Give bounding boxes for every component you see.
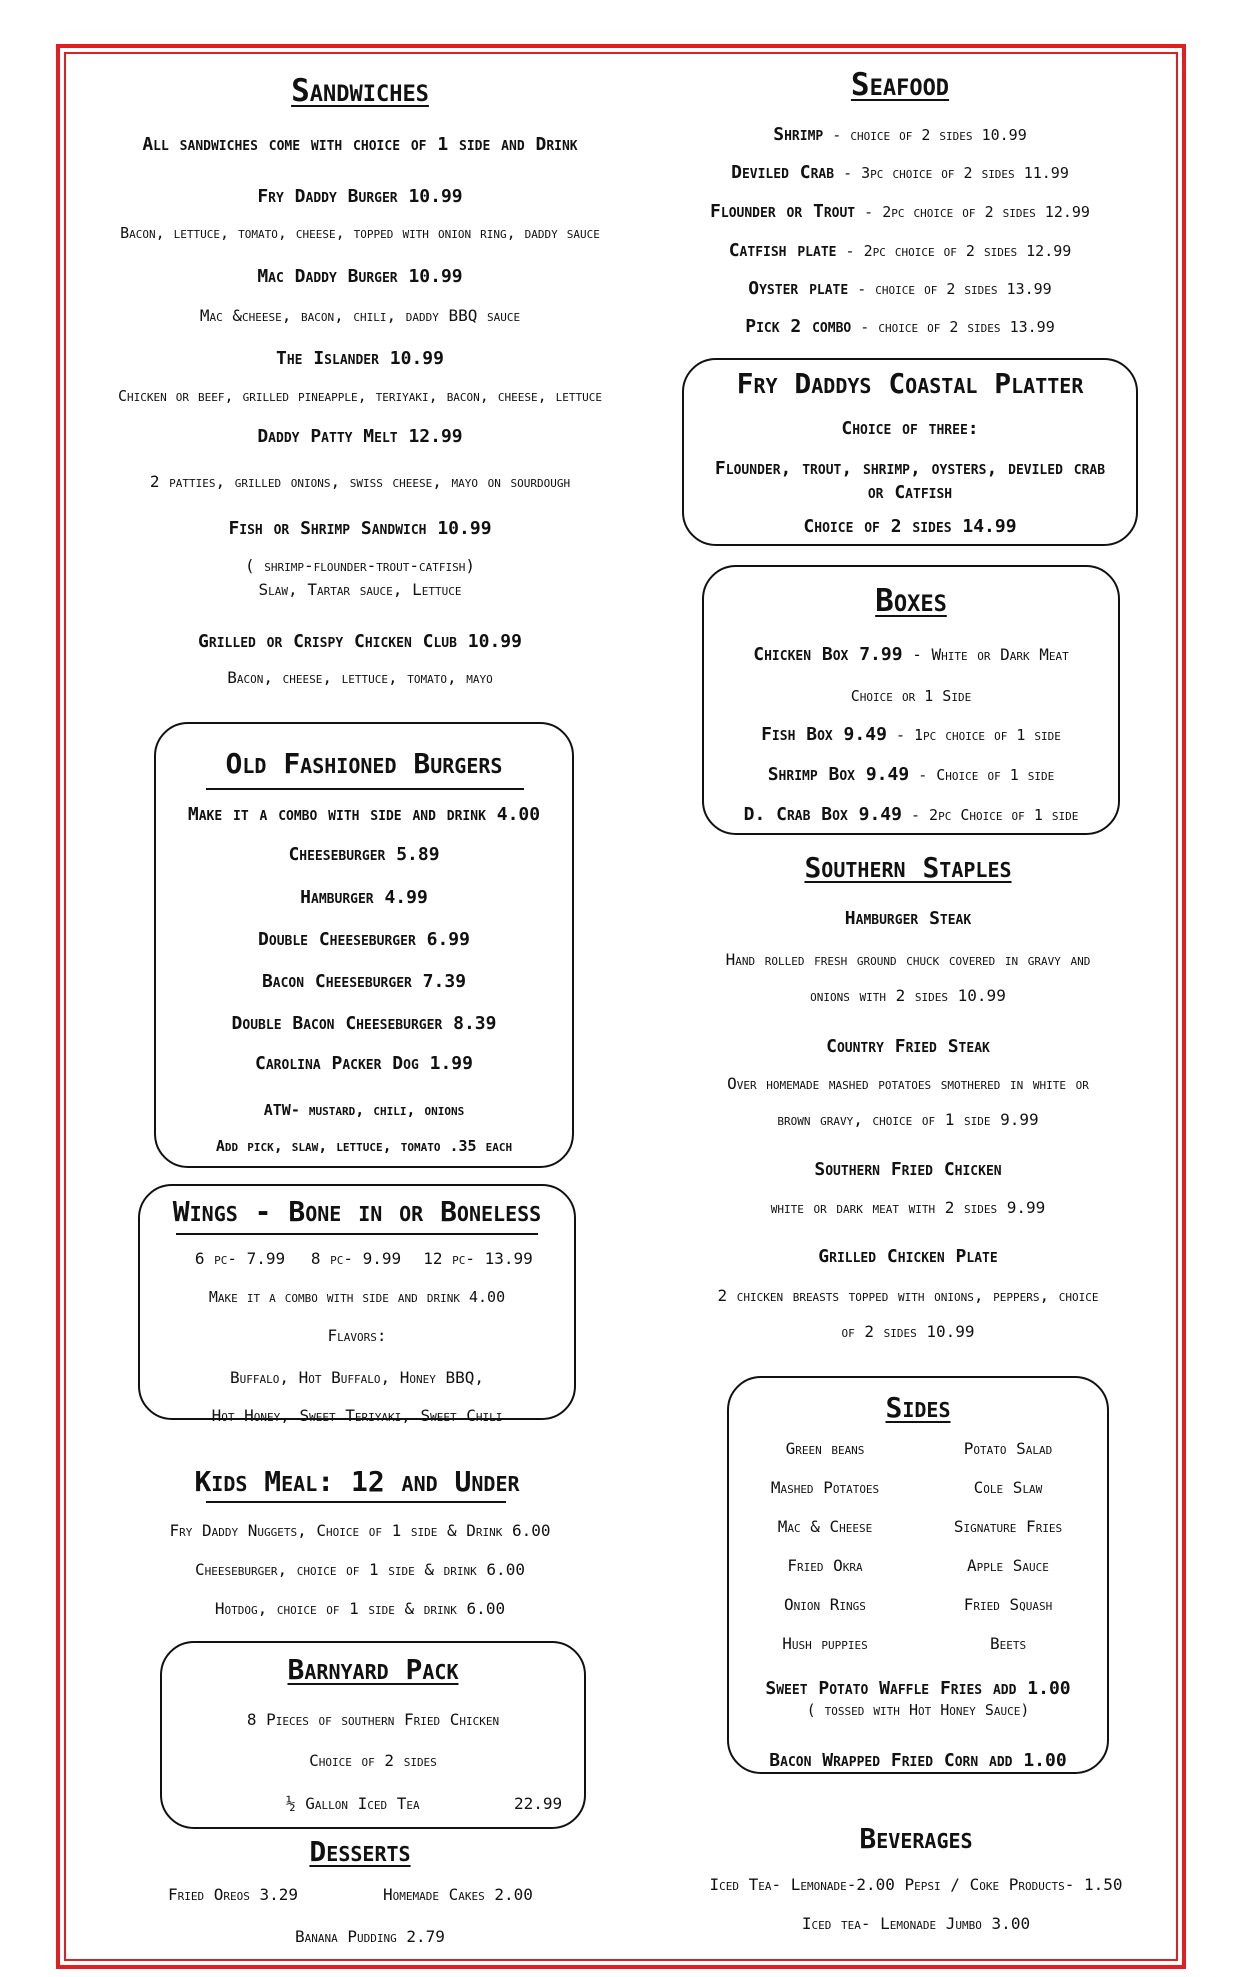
burgers-title-underline [206,788,524,790]
kids-title-underline [206,1501,506,1503]
box-item-detail: Choice or 1 Side [850,687,972,705]
barnyard-title: Barnyard Pack [287,1653,459,1686]
wings-size: 12 pc- 13.99 [423,1249,533,1268]
beverage-line: Iced Tea- Lemonade-2.00 Pepsi / Coke Products- 1.50 [709,1875,1123,1894]
kids-item: Fry Daddy Nuggets, Choice of 1 side & Drink 6.00 [169,1521,551,1540]
sandwich-name: The Islander 10.99 [276,348,444,369]
staple-desc: Over homemade mashed potatoes smothered in white or [727,1074,1089,1093]
staple-desc: Hand rolled fresh ground chuck covered in gravy and [725,950,1091,969]
beverage-line: Iced tea- Lemonade Jumbo 3.00 [801,1914,1031,1933]
beverages-title: Beverages [859,1822,973,1855]
seafood-item-name: Pick 2 combo [745,316,852,337]
box-item [702,806,1120,824]
seafood-item-detail: - choice of 2 sides 13.99 [848,280,1052,298]
box-item-detail: - 2pc Choice of 1 side [901,806,1079,824]
barnyard-price: 22.99 [514,1794,563,1813]
side-item: Onion Rings [784,1595,866,1614]
dessert-item: Banana Pudding 2.79 [295,1927,445,1946]
seafood-item-name: Oyster plate [748,278,849,299]
burgers-addons: Add pick, slaw, lettuce, tomato .35 each [215,1137,513,1155]
burger-item: Cheeseburger 5.89 [288,844,440,865]
side-item: Green beans [785,1439,865,1458]
side-item: Fried Okra [787,1556,863,1575]
box-item-name: Chicken Box 7.99 [753,644,903,665]
seafood-item-name: Flounder or Trout [710,201,856,222]
box-item [702,766,1120,784]
staple-name: Hamburger Steak [844,908,972,929]
barnyard-line: ½ Gallon Iced Tea [286,1794,420,1813]
platter-options: Flounder, trout, shrimp, oysters, deviled crab [714,458,1106,479]
wings-size: 8 pc- 9.99 [310,1249,402,1268]
seafood-item-name: Deviled Crab [731,162,835,183]
sandwich-name: Daddy Patty Melt 12.99 [257,426,463,447]
side-item: Cole Slaw [973,1478,1043,1497]
sides-sweet-note: ( tossed with Hot Honey Sauce) [806,1701,1030,1719]
kids-title: Kids Meal: 12 and Under [194,1465,520,1498]
seafood-item [670,242,1130,260]
burgers-combo: Make it a combo with side and drink 4.00 [187,804,541,825]
seafood-item-name: Catfish plate [728,240,837,261]
staple-name: Grilled Chicken Plate [818,1246,998,1267]
side-item: Beets [989,1634,1027,1653]
wings-flavors: Buffalo, Hot Buffalo, Honey BBQ, [229,1368,485,1387]
seafood-item [670,280,1130,298]
staple-desc: white or dark meat with 2 sides 9.99 [770,1198,1046,1217]
sandwich-name: Grilled or Crispy Chicken Club 10.99 [198,631,522,652]
sandwich-name: Mac Daddy Burger 10.99 [257,266,463,287]
wings-flavors: Hot Honey, Sweet Teriyaki, Sweet Chili [211,1406,503,1425]
side-item: Apple Sauce [967,1556,1049,1575]
platter-options: or Catfish [867,482,953,503]
sandwiches-note: All sandwiches come with choice of 1 side and Drink [142,134,578,155]
sandwiches-title: Sandwiches [291,73,429,109]
barnyard-line: 8 Pieces of southern Fried Chicken [246,1710,500,1729]
dessert-item: Fried Oreos 3.29 [168,1885,299,1904]
kids-item: Cheeseburger, choice of 1 side & drink 6.00 [195,1560,525,1579]
box-item-detail: - White or Dark Meat [902,645,1069,664]
seafood-item [670,126,1130,144]
seafood-item-detail: - 2pc choice of 2 sides 12.99 [836,242,1072,260]
side-item: Hush puppies [782,1634,868,1653]
desserts-title: Desserts [309,1835,411,1868]
burgers-atw: ATW- mustard, chili, onions [263,1101,465,1119]
seafood-item [670,203,1130,221]
box-item-detail: - 1pc choice of 1 side [886,726,1061,744]
burger-item: Double Cheeseburger 6.99 [258,929,470,950]
seafood-item [670,318,1130,336]
seafood-item-detail: - 2pc choice of 2 sides 12.99 [855,203,1090,221]
burgers-title: Old Fashioned Burgers [225,747,503,780]
staple-name: Country Fried Steak [826,1036,990,1057]
sandwich-desc: Bacon, lettuce, tomato, cheese, topped with onion ring, daddy sauce [120,224,600,242]
side-item: Mac & Cheese [777,1517,873,1536]
dessert-item: Homemade Cakes 2.00 [383,1885,533,1904]
seafood-title: Seafood [850,67,950,103]
seafood-item-detail: - 3pc choice of 2 sides 11.99 [834,164,1069,182]
seafood-item [670,164,1130,182]
staple-desc: 2 chicken breasts topped with onions, peppers, choice [717,1286,1099,1305]
side-item: Mashed Potatoes [770,1478,880,1497]
wings-combo: Make it a combo with side and drink 4.00 [208,1288,506,1306]
box-item [702,646,1120,664]
wings-flavors-label: Flavors: [327,1326,387,1345]
staple-name: Southern Fried Chicken [814,1159,1002,1180]
staple-desc: brown gravy, choice of 1 side 9.99 [777,1110,1039,1129]
wings-title: Wings - Bone in or Boneless [172,1195,542,1228]
box-item-detail: - Choice of 1 side [909,766,1055,784]
seafood-item-detail: - choice of 2 sides 13.99 [851,318,1055,336]
staple-desc: onions with 2 sides 10.99 [810,986,1006,1005]
box-item-name: D. Crab Box 9.49 [743,804,902,825]
staple-desc: of 2 sides 10.99 [841,1322,975,1341]
sandwich-desc: 2 patties, grilled onions, swiss cheese, mayo on sourdough [149,472,571,491]
seafood-item-detail: - choice of 2 sides 10.99 [823,126,1027,144]
sandwich-desc: Slaw, Tartar sauce, Lettuce [258,580,462,599]
burger-item: Carolina Packer Dog 1.99 [255,1053,473,1074]
sandwich-desc: Mac &cheese, bacon, chili, daddy BBQ sauce [199,306,521,325]
sides-corn: Bacon Wrapped Fried Corn add 1.00 [769,1750,1067,1771]
sandwich-name: Fry Daddy Burger 10.99 [257,186,463,207]
wings-title-underline [176,1233,538,1235]
sandwich-desc: ( shrimp-flounder-trout-catfish) [245,556,475,575]
boxes-title: Boxes [875,583,947,619]
wings-size: 6 pc- 7.99 [194,1249,286,1268]
barnyard-line: Choice of 2 sides [309,1751,437,1770]
platter-sides: Choice of 2 sides 14.99 [803,516,1017,537]
box-item [702,726,1120,744]
sides-title: Sides [885,1391,951,1424]
side-item: Potato Salad [963,1439,1053,1458]
box-item-name: Shrimp Box 9.49 [767,764,910,785]
sandwich-name: Fish or Shrimp Sandwich 10.99 [228,518,492,539]
sides-sweet-fries: Sweet Potato Waffle Fries add 1.00 [765,1678,1071,1699]
seafood-item-name: Shrimp [773,124,824,145]
platter-title: Fry Daddys Coastal Platter [736,367,1084,400]
kids-item: Hotdog, choice of 1 side & drink 6.00 [214,1599,506,1618]
burger-item: Hamburger 4.99 [300,887,428,908]
box-item-name: Fish Box 9.49 [761,724,887,745]
staples-title: Southern Staples [804,851,1012,884]
sandwich-desc: Chicken or beef, grilled pineapple, teriyaki, bacon, cheese, lettuce [117,387,603,405]
platter-choice: Choice of three: [841,418,979,439]
burger-item: Bacon Cheeseburger 7.39 [261,971,467,992]
side-item: Signature Fries [953,1517,1063,1536]
burger-item: Double Bacon Cheeseburger 8.39 [231,1013,497,1034]
sandwich-desc: Bacon, cheese, lettuce, tomato, mayo [227,668,493,687]
side-item: Fried Squash [963,1595,1053,1614]
